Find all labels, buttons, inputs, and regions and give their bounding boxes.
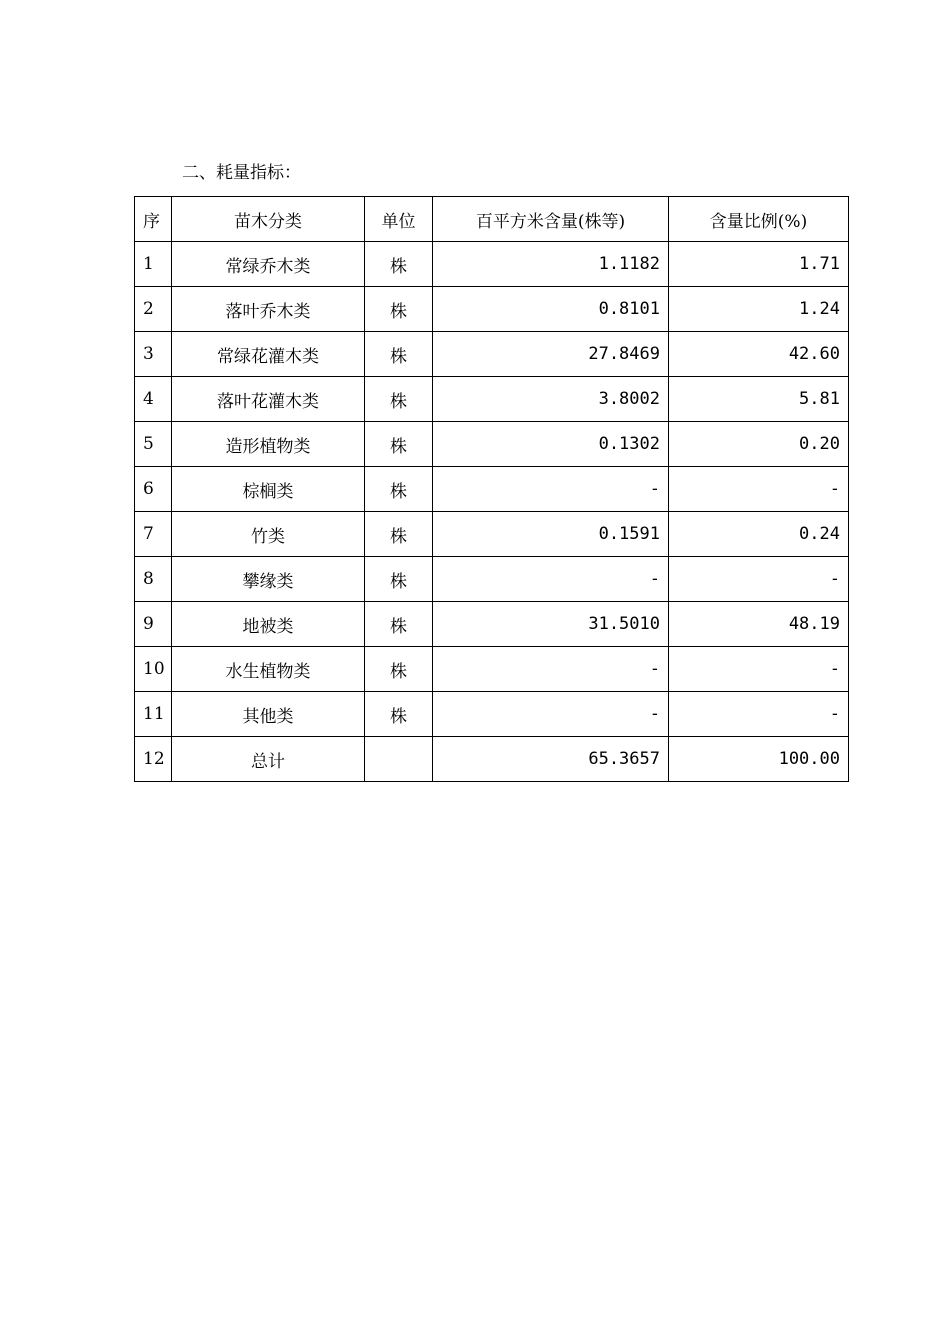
cell-unit: 株: [365, 557, 433, 602]
cell-unit: 株: [365, 332, 433, 377]
cell-quantity: 1.1182: [433, 242, 669, 287]
cell-percent: 100.00: [669, 737, 849, 782]
cell-unit: 株: [365, 512, 433, 557]
cell-percent: 1.71: [669, 242, 849, 287]
header-seq: 序: [135, 197, 172, 242]
cell-percent: 42.60: [669, 332, 849, 377]
cell-unit: [365, 737, 433, 782]
cell-seq: 6: [135, 467, 172, 512]
cell-unit: 株: [365, 377, 433, 422]
header-percent: 含量比例(%): [669, 197, 849, 242]
table-row: [135, 737, 849, 782]
cell-category: 落叶乔木类: [172, 287, 365, 332]
cell-quantity: 65.3657: [433, 737, 669, 782]
cell-category: 造形植物类: [172, 422, 365, 467]
table-row: [135, 287, 849, 332]
cell-unit: 株: [365, 467, 433, 512]
cell-seq: 1: [135, 242, 172, 287]
cell-seq: 11: [135, 692, 172, 737]
table-row: [135, 332, 849, 377]
cell-quantity: 3.8002: [433, 377, 669, 422]
table-row: [135, 557, 849, 602]
cell-percent: 0.24: [669, 512, 849, 557]
cell-category: 地被类: [172, 602, 365, 647]
cell-unit: 株: [365, 422, 433, 467]
table-row: [135, 242, 849, 287]
table-row: [135, 692, 849, 737]
cell-unit: 株: [365, 647, 433, 692]
header-unit: 单位: [365, 197, 433, 242]
header-quantity: 百平方米含量(株等): [433, 197, 669, 242]
table-row: [135, 647, 849, 692]
cell-category: 常绿乔木类: [172, 242, 365, 287]
cell-percent: -: [669, 647, 849, 692]
cell-percent: -: [669, 557, 849, 602]
consumption-table: [134, 196, 849, 782]
cell-quantity: -: [433, 557, 669, 602]
table-row: [135, 467, 849, 512]
cell-seq: 3: [135, 332, 172, 377]
table-row: [135, 377, 849, 422]
header-category: 苗木分类: [172, 197, 365, 242]
cell-quantity: 0.1302: [433, 422, 669, 467]
cell-unit: 株: [365, 242, 433, 287]
cell-seq: 7: [135, 512, 172, 557]
cell-quantity: 31.5010: [433, 602, 669, 647]
table-row: [135, 602, 849, 647]
cell-percent: 48.19: [669, 602, 849, 647]
cell-category: 落叶花灌木类: [172, 377, 365, 422]
cell-category: 总计: [172, 737, 365, 782]
cell-unit: 株: [365, 287, 433, 332]
table-row: [135, 422, 849, 467]
cell-quantity: -: [433, 467, 669, 512]
table-row: [135, 512, 849, 557]
cell-quantity: 0.1591: [433, 512, 669, 557]
cell-seq: 2: [135, 287, 172, 332]
cell-category: 棕榈类: [172, 467, 365, 512]
cell-seq: 10: [135, 647, 172, 692]
cell-category: 攀缘类: [172, 557, 365, 602]
cell-seq: 4: [135, 377, 172, 422]
cell-seq: 8: [135, 557, 172, 602]
cell-seq: 12: [135, 737, 172, 782]
cell-unit: 株: [365, 602, 433, 647]
cell-quantity: -: [433, 692, 669, 737]
cell-category: 竹类: [172, 512, 365, 557]
cell-percent: -: [669, 692, 849, 737]
cell-percent: 5.81: [669, 377, 849, 422]
cell-percent: 1.24: [669, 287, 849, 332]
cell-seq: 5: [135, 422, 172, 467]
cell-quantity: 27.8469: [433, 332, 669, 377]
cell-percent: -: [669, 467, 849, 512]
table-body: [135, 242, 849, 782]
cell-quantity: -: [433, 647, 669, 692]
cell-quantity: 0.8101: [433, 287, 669, 332]
cell-seq: 9: [135, 602, 172, 647]
cell-category: 水生植物类: [172, 647, 365, 692]
cell-unit: 株: [365, 692, 433, 737]
cell-category: 其他类: [172, 692, 365, 737]
table-header-row: [135, 197, 849, 242]
cell-percent: 0.20: [669, 422, 849, 467]
section-heading: 二、耗量指标：: [182, 163, 301, 183]
cell-category: 常绿花灌木类: [172, 332, 365, 377]
